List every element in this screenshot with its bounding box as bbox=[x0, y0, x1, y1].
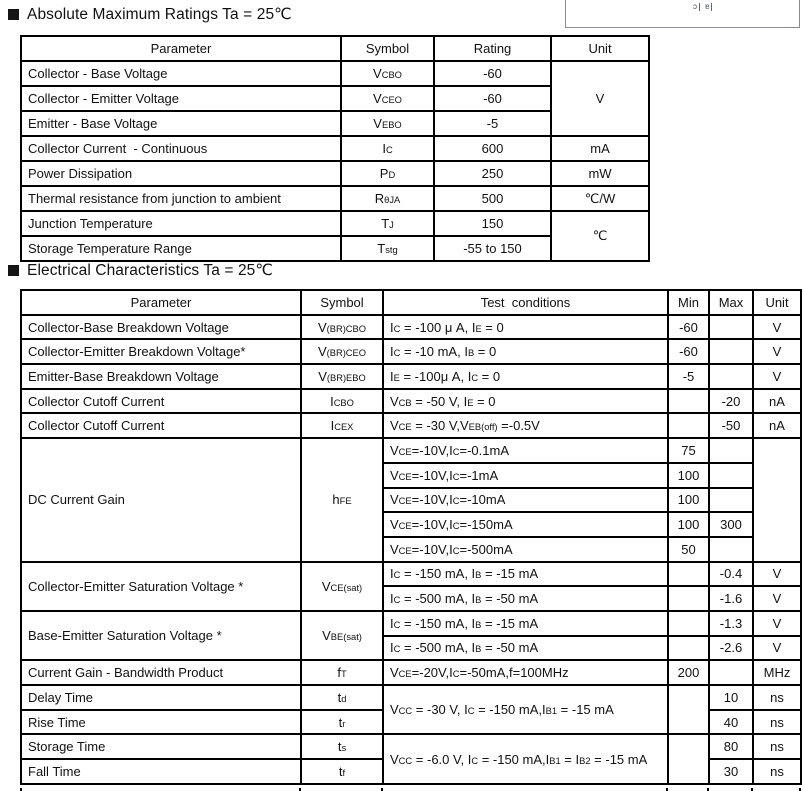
table-cell: VCE=-10V,IC=-500mA bbox=[383, 537, 668, 562]
table-cell: ℃/W bbox=[551, 186, 649, 211]
table-cell: VCEO bbox=[341, 86, 434, 111]
table-row bbox=[21, 438, 801, 463]
table-row bbox=[21, 413, 801, 438]
table-cell: Current Gain - Bandwidth Product bbox=[21, 660, 301, 685]
table-row bbox=[21, 364, 801, 389]
table-cell bbox=[709, 364, 753, 389]
table-cell: tf bbox=[301, 759, 383, 784]
table-cell bbox=[753, 438, 801, 561]
table-cell: ns bbox=[753, 685, 801, 710]
table-cell: VCC = -30 V, IC = -150 mA,IB1 = -15 mA bbox=[383, 685, 668, 734]
table-cell: -60 bbox=[434, 61, 551, 86]
table-cell: -0.4 bbox=[709, 562, 753, 587]
table-cell: ICEX bbox=[301, 413, 383, 438]
table-cell: -60 bbox=[668, 339, 709, 364]
table-cell: Collector-Emitter Breakdown Voltage* bbox=[21, 339, 301, 364]
column-header: Rating bbox=[434, 36, 551, 61]
table-cell: 100 bbox=[668, 488, 709, 513]
section-title: Electrical Characteristics Ta = 25℃ bbox=[27, 262, 273, 279]
column-header: Unit bbox=[551, 36, 649, 61]
table-cell: ts bbox=[301, 734, 383, 759]
electrical-characteristics-grid bbox=[20, 289, 802, 785]
cutoff-table-row-stubs bbox=[20, 788, 802, 791]
table-cell: IC = -500 mA, IB = -50 mA bbox=[383, 586, 668, 611]
table-cell: 30 bbox=[709, 759, 753, 784]
table-cell: Collector - Emitter Voltage bbox=[21, 86, 341, 111]
table-cell: 40 bbox=[709, 710, 753, 735]
table-cell: Emitter-Base Breakdown Voltage bbox=[21, 364, 301, 389]
table-cell: -60 bbox=[668, 315, 709, 340]
table-cell: nA bbox=[753, 413, 801, 438]
table-cell: PD bbox=[341, 161, 434, 186]
table-cell bbox=[668, 413, 709, 438]
table-cell: 50 bbox=[668, 537, 709, 562]
table-cell: ℃ bbox=[551, 211, 649, 261]
table-cell: 100 bbox=[668, 463, 709, 488]
table-cell: Rise Time bbox=[21, 710, 301, 735]
table-cell: IE = -100μ A, IC = 0 bbox=[383, 364, 668, 389]
table-cell bbox=[709, 488, 753, 513]
table-cell: Thermal resistance from junction to ambient bbox=[21, 186, 341, 211]
table-row bbox=[21, 211, 649, 236]
table-row bbox=[21, 161, 649, 186]
table-border-stub bbox=[707, 788, 709, 791]
table-cell: VCE=-10V,IC=-0.1mA bbox=[383, 438, 668, 463]
table-cell: Collector Current - Continuous bbox=[21, 136, 341, 161]
header-row bbox=[21, 290, 801, 315]
table-cell: V bbox=[753, 315, 801, 340]
table-cell: mW bbox=[551, 161, 649, 186]
table-row bbox=[21, 315, 801, 340]
table-cell: -5 bbox=[434, 111, 551, 136]
table-cell: ICBO bbox=[301, 389, 383, 414]
table-cell: Storage Temperature Range bbox=[21, 236, 341, 261]
table-cell: Storage Time bbox=[21, 734, 301, 759]
table-cell bbox=[709, 537, 753, 562]
table-cell: nA bbox=[753, 389, 801, 414]
table-cell: V bbox=[753, 339, 801, 364]
table-cell: -1.6 bbox=[709, 586, 753, 611]
table-cell: V bbox=[753, 636, 801, 661]
table-cell: -20 bbox=[709, 389, 753, 414]
absolute-maximum-ratings-table bbox=[20, 35, 650, 262]
table-cell: 100 bbox=[668, 512, 709, 537]
table-row bbox=[21, 136, 649, 161]
table-cell: Collector Cutoff Current bbox=[21, 413, 301, 438]
table-cell bbox=[709, 315, 753, 340]
table-cell: mA bbox=[551, 136, 649, 161]
table-cell bbox=[709, 463, 753, 488]
table-cell: -2.6 bbox=[709, 636, 753, 661]
table-cell: VCE = -30 V,VEB(off) =-0.5V bbox=[383, 413, 668, 438]
table-row bbox=[21, 660, 801, 685]
table-cell: Emitter - Base Voltage bbox=[21, 111, 341, 136]
table-cell: IC = -150 mA, IB = -15 mA bbox=[383, 611, 668, 636]
table-cell: -1.3 bbox=[709, 611, 753, 636]
figure-glyph: ɐ bbox=[704, 3, 712, 11]
column-header: Parameter bbox=[21, 36, 341, 61]
table-row bbox=[21, 685, 801, 710]
table-cell: IC bbox=[341, 136, 434, 161]
table-cell: VCE=-10V,IC=-150mA bbox=[383, 512, 668, 537]
table-cell: IC = -10 mA, IB = 0 bbox=[383, 339, 668, 364]
table-cell: 150 bbox=[434, 211, 551, 236]
table-cell: IC = -500 mA, IB = -50 mA bbox=[383, 636, 668, 661]
table-row bbox=[21, 186, 649, 211]
table-cell: MHz bbox=[753, 660, 801, 685]
figure-glyph: ɔ bbox=[692, 3, 700, 11]
table-border-stub bbox=[381, 788, 383, 791]
table-cell: IC = -100 μ A, IE = 0 bbox=[383, 315, 668, 340]
table-cell bbox=[668, 685, 709, 734]
table-cell: Tstg bbox=[341, 236, 434, 261]
section-bullet-icon bbox=[8, 265, 19, 276]
table-cell: -5 bbox=[668, 364, 709, 389]
table-row bbox=[21, 734, 801, 759]
table-cell: Base-Emitter Saturation Voltage * bbox=[21, 611, 301, 660]
cutoff-figure-box bbox=[565, 0, 800, 28]
table-row bbox=[21, 339, 801, 364]
table-cell: 250 bbox=[434, 161, 551, 186]
table-cell: VBE(sat) bbox=[301, 611, 383, 660]
column-header: Symbol bbox=[301, 290, 383, 315]
table-row bbox=[21, 611, 801, 636]
section-header-absolute-maximum-ratings bbox=[8, 5, 292, 24]
table-cell: tr bbox=[301, 710, 383, 735]
table-cell: -50 bbox=[709, 413, 753, 438]
table-cell: VCC = -6.0 V, IC = -150 mA,IB1 = IB2 = -15 mA bbox=[383, 734, 668, 783]
table-cell: Collector-Base Breakdown Voltage bbox=[21, 315, 301, 340]
table-cell: fT bbox=[301, 660, 383, 685]
table-cell: IC = -150 mA, IB = -15 mA bbox=[383, 562, 668, 587]
table-cell: VCBO bbox=[341, 61, 434, 86]
table-cell: ns bbox=[753, 710, 801, 735]
table-cell bbox=[668, 389, 709, 414]
table-cell: VCB = -50 V, IE = 0 bbox=[383, 389, 668, 414]
table-cell: ns bbox=[753, 759, 801, 784]
table-cell: 300 bbox=[709, 512, 753, 537]
table-cell: VCE=-10V,IC=-10mA bbox=[383, 488, 668, 513]
column-header: Symbol bbox=[341, 36, 434, 61]
absolute-maximum-ratings-grid bbox=[20, 35, 650, 262]
table-cell: VCE(sat) bbox=[301, 562, 383, 611]
table-cell: V bbox=[551, 61, 649, 136]
table-cell bbox=[709, 660, 753, 685]
section-bullet-icon bbox=[8, 9, 19, 20]
table-cell: V(BR)EBO bbox=[301, 364, 383, 389]
table-cell: 500 bbox=[434, 186, 551, 211]
header-row bbox=[21, 36, 649, 61]
table-cell: VEBO bbox=[341, 111, 434, 136]
electrical-characteristics-table bbox=[20, 289, 802, 785]
table-cell: VCE=-10V,IC=-1mA bbox=[383, 463, 668, 488]
table-cell bbox=[668, 562, 709, 587]
table-border-stub bbox=[666, 788, 668, 791]
table-cell: V(BR)CEO bbox=[301, 339, 383, 364]
table-cell: -55 to 150 bbox=[434, 236, 551, 261]
table-border-stub bbox=[751, 788, 753, 791]
table-cell: Junction Temperature bbox=[21, 211, 341, 236]
table-cell bbox=[668, 636, 709, 661]
table-row bbox=[21, 389, 801, 414]
table-cell: 200 bbox=[668, 660, 709, 685]
section-header-electrical-characteristics bbox=[8, 261, 273, 280]
table-cell: V bbox=[753, 586, 801, 611]
table-cell: V bbox=[753, 611, 801, 636]
table-cell bbox=[668, 611, 709, 636]
table-cell: hFE bbox=[301, 438, 383, 561]
table-cell bbox=[668, 734, 709, 783]
table-cell: TJ bbox=[341, 211, 434, 236]
table-border-stub bbox=[20, 788, 22, 791]
table-cell: Collector - Base Voltage bbox=[21, 61, 341, 86]
table-cell: 75 bbox=[668, 438, 709, 463]
table-cell: RθJA bbox=[341, 186, 434, 211]
table-cell: Fall Time bbox=[21, 759, 301, 784]
column-header: Test conditions bbox=[383, 290, 668, 315]
table-cell: Collector-Emitter Saturation Voltage * bbox=[21, 562, 301, 611]
table-cell: Delay Time bbox=[21, 685, 301, 710]
table-cell: ns bbox=[753, 734, 801, 759]
table-cell bbox=[709, 339, 753, 364]
table-cell bbox=[709, 438, 753, 463]
table-row bbox=[21, 61, 649, 86]
table-cell: td bbox=[301, 685, 383, 710]
table-cell bbox=[668, 586, 709, 611]
table-cell: Collector Cutoff Current bbox=[21, 389, 301, 414]
column-header: Min bbox=[668, 290, 709, 315]
table-cell: 10 bbox=[709, 685, 753, 710]
table-cell: V bbox=[753, 562, 801, 587]
table-cell: V bbox=[753, 364, 801, 389]
table-cell: V(BR)CBO bbox=[301, 315, 383, 340]
table-cell: 600 bbox=[434, 136, 551, 161]
section-title: Absolute Maximum Ratings Ta = 25℃ bbox=[27, 6, 292, 23]
table-border-stub bbox=[299, 788, 301, 791]
table-cell: DC Current Gain bbox=[21, 438, 301, 561]
table-cell: -60 bbox=[434, 86, 551, 111]
table-row bbox=[21, 562, 801, 587]
column-header: Unit bbox=[753, 290, 801, 315]
column-header: Parameter bbox=[21, 290, 301, 315]
column-header: Max bbox=[709, 290, 753, 315]
table-cell: 80 bbox=[709, 734, 753, 759]
table-cell: Power Dissipation bbox=[21, 161, 341, 186]
table-border-stub bbox=[799, 788, 801, 791]
table-cell: VCE=-20V,IC=-50mA,f=100MHz bbox=[383, 660, 668, 685]
